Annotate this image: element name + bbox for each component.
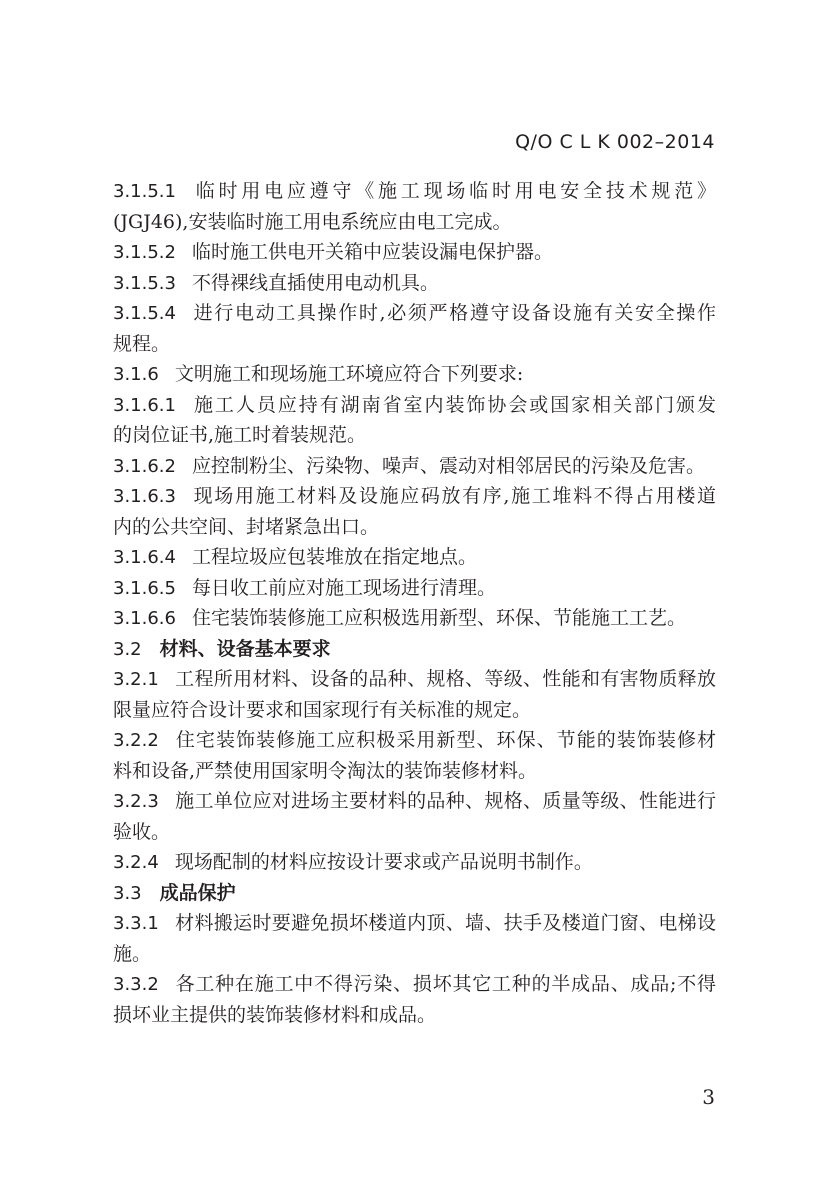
text-line [113,451,716,482]
text-line [113,939,716,970]
text-line [113,512,716,543]
text-line [113,329,716,360]
clause-text: 进行电动工具操作时,必须严格遵守设备设施有关安全操作 [191,302,716,324]
clause-text: 临时施工供电开关箱中应装设漏电保护器。 [191,241,553,263]
text-line [113,207,716,238]
section-heading [113,878,716,909]
clause-text: 限量应符合设计要求和国家现行有关标准的规定。 [113,698,532,721]
clause-number: 3.1.5.3 [113,272,176,294]
clause-number: 3.3.1 [113,913,159,934]
clause-number: 3.1.6.3 [113,486,176,507]
text-line [113,908,716,939]
clause-text: (JGJ46),安装临时施工用电系统应由电工完成。 [113,210,512,233]
clause-number: 3.1.5.2 [113,242,176,263]
clause-number: 3.2.3 [113,791,159,812]
body-text [113,176,716,1030]
clause-text: 工程垃圾应包装堆放在指定地点。 [191,546,477,568]
text-line [113,603,716,634]
clause-number: 3.1.6.1 [113,394,176,416]
clause-number: 3.1.6.6 [113,608,176,629]
section-heading [113,634,716,665]
clause-text: 文明施工和现场施工环境应符合下列要求: [174,363,524,385]
document-code: Q/O C L K 002–2014 [515,131,715,153]
text-line [113,573,716,604]
clause-text: 现场用施工材料及设施应码放有序,施工堆料不得占用楼道 [191,485,716,507]
text-line [113,268,716,299]
clause-number: 3.1.5.1 [113,181,176,202]
text-line [113,817,716,848]
clause-text: 住宅装饰装修施工应积极选用新型、环保、节能施工工艺。 [191,607,686,629]
clause-number: 3.2.1 [113,669,159,690]
text-line [113,390,716,421]
clause-number: 3.1.6 [113,364,159,385]
text-line [113,359,716,390]
clause-text: 每日收工前应对施工现场进行清理。 [191,576,496,599]
clause-text: 现场配制的材料应按设计要求或产品说明书制作。 [174,851,593,873]
clause-text: 的岗位证书,施工时着装规范。 [113,424,367,446]
text-line [113,786,716,817]
clause-text: 不得裸线直插使用电动机具。 [191,271,439,294]
text-line [113,1000,716,1031]
clause-number: 3.2.2 [113,730,159,751]
clause-text: 住宅装饰装修施工应积极采用新型、环保、节能的装饰装修材 [174,729,716,751]
heading-text: 成品保护 [159,881,236,904]
clause-text: 内的公共空间、封堵紧急出口。 [113,515,380,538]
text-line [113,481,716,512]
clause-text: 规程。 [113,332,171,355]
clause-text: 施。 [113,942,152,965]
text-line [113,420,716,451]
clause-number: 3.1.5.4 [113,303,176,324]
clause-text: 材料搬运时要避免损坏楼道内顶、墙、扶手及楼道门窗、电梯设 [174,912,716,934]
clause-number: 3.1.6.4 [113,547,176,568]
text-line [113,542,716,573]
clause-text: 损坏业主提供的装饰装修材料和成品。 [113,1003,437,1026]
clause-text: 各工种在施工中不得污染、损坏其它工种的半成品、成品;不得 [174,973,716,995]
text-line [113,969,716,1000]
clause-number: 3.3.2 [113,974,159,995]
text-line [113,847,716,878]
clause-text: 施工人员应持有湖南省室内装饰协会或国家相关部门颁发 [191,393,716,416]
text-line [113,695,716,726]
text-line [113,176,716,207]
page-number: 3 [702,1085,715,1109]
clause-number: 3.1.6.5 [113,577,176,599]
text-line [113,725,716,756]
clause-number: 3.1.6.2 [113,455,176,477]
clause-number: 3.3 [113,882,142,904]
text-line [113,237,716,268]
clause-text: 料和设备,严禁使用国家明令淘汰的装饰装修材料。 [113,759,538,782]
clause-text: 验收。 [113,820,171,843]
clause-text: 施工单位应对进场主要材料的品种、规格、质量等级、性能进行 [174,790,716,812]
clause-text: 临时用电应遵守《施工现场临时用电安全技术规范》 [191,180,716,202]
text-line [113,664,716,695]
text-line [113,756,716,787]
text-line [113,298,716,329]
clause-number: 3.2.4 [113,852,159,873]
heading-text: 材料、设备基本要求 [159,637,331,660]
clause-number: 3.2 [113,638,142,660]
clause-text: 应控制粉尘、污染物、噪声、震动对相邻居民的污染及危害。 [191,454,705,477]
clause-text: 工程所用材料、设备的品种、规格、等级、性能和有害物质释放 [174,668,716,690]
